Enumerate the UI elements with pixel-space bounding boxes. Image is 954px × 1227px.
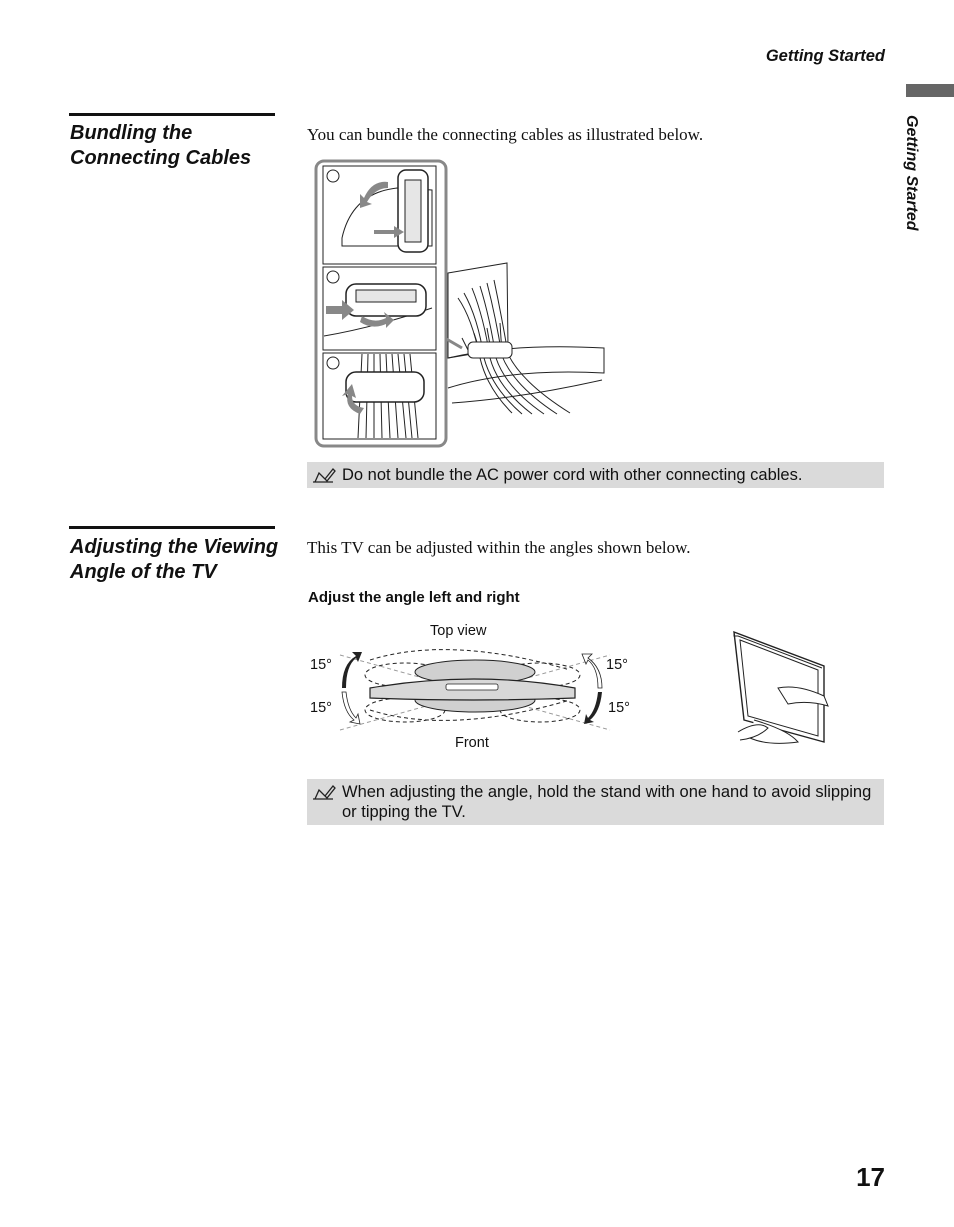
section-rule bbox=[69, 526, 275, 529]
top-view-rotation-diagram bbox=[330, 640, 620, 735]
arrow-left-down bbox=[342, 692, 360, 724]
note-pencil-icon bbox=[311, 782, 337, 802]
label-front: Front bbox=[455, 735, 489, 751]
step-3-panel bbox=[323, 353, 436, 439]
tv-hands-illustration bbox=[728, 628, 832, 746]
label-angle-left-top: 15° bbox=[310, 657, 332, 673]
note-pencil-icon bbox=[311, 465, 337, 485]
note-viewing-angle bbox=[307, 779, 884, 825]
running-header: Getting Started bbox=[765, 47, 885, 65]
step-2-panel bbox=[323, 267, 436, 350]
page-number: 17 bbox=[856, 1162, 885, 1192]
note-bundling bbox=[307, 462, 884, 488]
subheading-adjust-left-right: Adjust the angle left and right bbox=[308, 589, 520, 606]
section-title-viewing-angle: Adjusting the Viewing Angle of the TV bbox=[70, 536, 279, 583]
tv-back-drawing bbox=[424, 263, 604, 414]
label-top-view: Top view bbox=[430, 623, 487, 639]
section-title-bundling: Bundling the Connecting Cables bbox=[70, 122, 252, 169]
label-angle-left-bottom: 15° bbox=[310, 700, 332, 716]
side-tab bbox=[902, 115, 924, 255]
cable-bundling-illustration bbox=[312, 158, 612, 450]
arrow-right-up bbox=[582, 654, 602, 688]
arrow-right-down bbox=[584, 692, 602, 724]
label-angle-right-bottom: 15° bbox=[608, 700, 630, 716]
side-tab-marker bbox=[906, 84, 954, 97]
label-angle-right-top: 15° bbox=[606, 657, 628, 673]
section-body-bundling: You can bundle the connecting cables as illustrated below. bbox=[307, 125, 704, 144]
note-bundling-text: Do not bundle the AC power cord with other connecting cables. bbox=[342, 466, 803, 484]
note-viewing-angle-text: When adjusting the angle, hold the stand with one hand to avoid slipping or tipping the TV. bbox=[342, 783, 872, 821]
side-tab-label: Getting Started bbox=[903, 115, 920, 231]
step-1-panel bbox=[323, 166, 436, 264]
arrow-left-up bbox=[342, 652, 362, 688]
section-body-viewing-angle: This TV can be adjusted within the angles shown below. bbox=[307, 538, 691, 557]
section-rule bbox=[69, 113, 275, 116]
